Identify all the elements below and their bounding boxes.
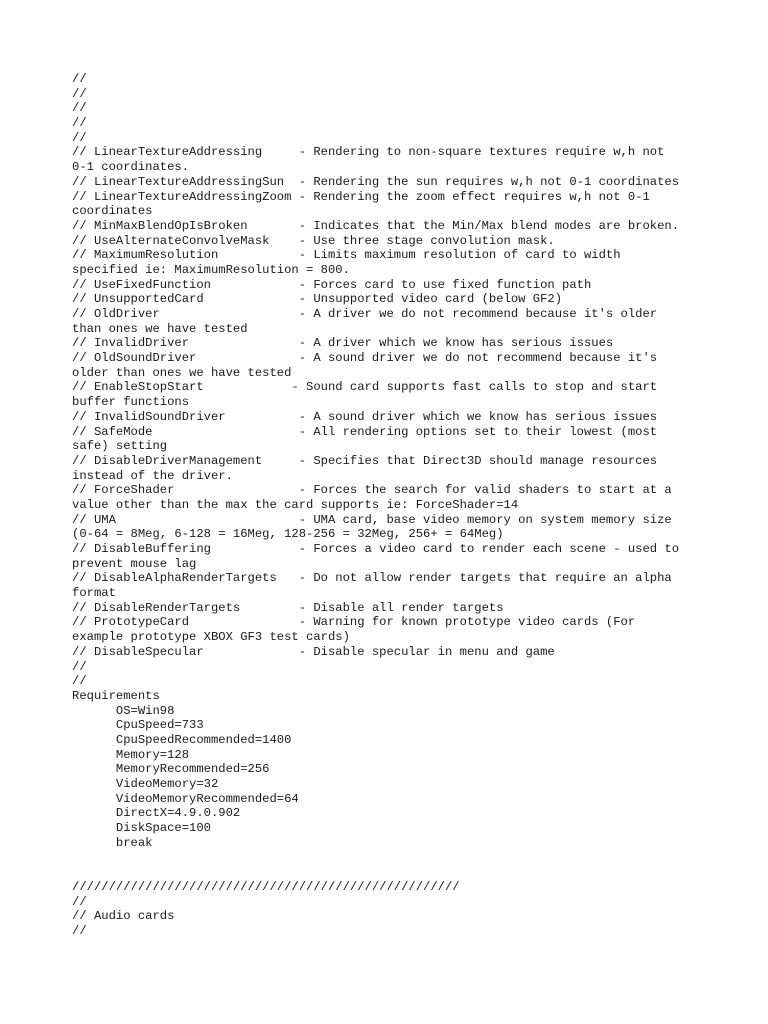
text-line: // InvalidDriver - A driver which we know has serious issues	[72, 336, 614, 351]
text-line: example prototype XBOX GF3 test cards)	[72, 630, 350, 645]
requirement-line: MemoryRecommended=256	[72, 762, 270, 777]
text-line: //	[72, 116, 87, 131]
text-line: //	[72, 894, 87, 909]
requirement-line: CpuSpeedRecommended=1400	[72, 732, 292, 747]
text-line: format	[72, 586, 116, 601]
text-line: specified ie: MaximumResolution = 800.	[72, 262, 350, 277]
text-line: // InvalidSoundDriver - A sound driver which we know has serious issues	[72, 409, 658, 424]
text-line: instead of the driver.	[72, 468, 233, 483]
text-line: // PrototypeCard - Warning for known prototype video cards (For	[72, 615, 636, 630]
requirement-line: break	[72, 835, 153, 850]
text-line: // MinMaxBlendOpIsBroken - Indicates that the Min/Max blend modes are broken.	[72, 218, 680, 233]
text-line: // EnableStopStart - Sound card supports fast calls to stop and start	[72, 380, 658, 395]
text-line: //	[72, 86, 87, 101]
requirement-line: OS=Win98	[72, 703, 175, 718]
text-line: //	[72, 130, 87, 145]
blank-line	[72, 850, 712, 865]
text-line: //	[72, 674, 87, 689]
text-line: //	[72, 72, 87, 86]
blank-line	[72, 865, 712, 880]
text-line: (0-64 = 8Meg, 6-128 = 16Meg, 128-256 = 32Meg, 256+ = 64Meg)	[72, 527, 504, 542]
section-heading-audio-cards: // Audio cards	[72, 909, 175, 924]
text-line: coordinates	[72, 204, 153, 219]
text-line: // MaximumResolution - Limits maximum resolution of card to width	[72, 248, 621, 263]
text-line: // LinearTextureAddressingZoom - Rendering the zoom effect requires w,h not 0-1	[72, 189, 650, 204]
text-line: // DisableRenderTargets - Disable all render targets	[72, 600, 504, 615]
separator-line: /////////////////////////////////////////////////////	[72, 879, 460, 894]
text-line: // DisableDriverManagement - Specifies that Direct3D should manage resources	[72, 453, 658, 468]
text-line: safe) setting	[72, 439, 168, 454]
text-line: //	[72, 101, 87, 116]
text-line: //	[72, 923, 87, 938]
text-line: // DisableBuffering - Forces a video card to render each scene - used to	[72, 542, 680, 556]
text-line: // UnsupportedCard - Unsupported video card (below GF2)	[72, 292, 563, 307]
text-line: prevent mouse lag	[72, 556, 197, 571]
text-line: // UMA - UMA card, base video memory on system memory size	[72, 512, 672, 527]
requirement-line: VideoMemoryRecommended=64	[72, 791, 299, 806]
text-line: buffer functions	[72, 395, 190, 410]
text-line: // UseAlternateConvolveMask - Use three stage convolution mask.	[72, 233, 555, 248]
text-line: // DisableSpecular - Disable specular in menu and game	[72, 644, 555, 659]
text-line: // LinearTextureAddressing - Rendering to non-square textures require w,h not	[72, 145, 665, 160]
requirement-line: DiskSpace=100	[72, 821, 211, 836]
text-line: than ones we have tested	[72, 321, 248, 336]
text-line: 0-1 coordinates.	[72, 160, 190, 175]
section-heading-requirements: Requirements	[72, 688, 160, 703]
text-line: // ForceShader - Forces the search for valid shaders to start at a	[72, 483, 672, 498]
requirement-line: Memory=128	[72, 747, 190, 762]
text-line: // UseFixedFunction - Forces card to use fixed function path	[72, 277, 592, 292]
text-line: // SafeMode - All rendering options set to their lowest (most	[72, 424, 658, 439]
document-page	[72, 72, 712, 939]
text-line: older than ones we have tested	[72, 365, 292, 380]
text-line: //	[72, 659, 87, 674]
requirement-line: VideoMemory=32	[72, 777, 219, 791]
text-line: // LinearTextureAddressingSun - Rendering the sun requires w,h not 0-1 coordinates	[72, 174, 680, 189]
text-line: // OldSoundDriver - A sound driver we do not recommend because it's	[72, 351, 658, 366]
requirement-line: DirectX=4.9.0.902	[72, 806, 241, 821]
requirement-line: CpuSpeed=733	[72, 718, 204, 733]
text-line: // DisableAlphaRenderTargets - Do not allow render targets that require an alpha	[72, 571, 672, 586]
text-line: // OldDriver - A driver we do not recommend because it's older	[72, 307, 658, 321]
text-line: value other than the max the card supports ie: ForceShader=14	[72, 497, 519, 512]
